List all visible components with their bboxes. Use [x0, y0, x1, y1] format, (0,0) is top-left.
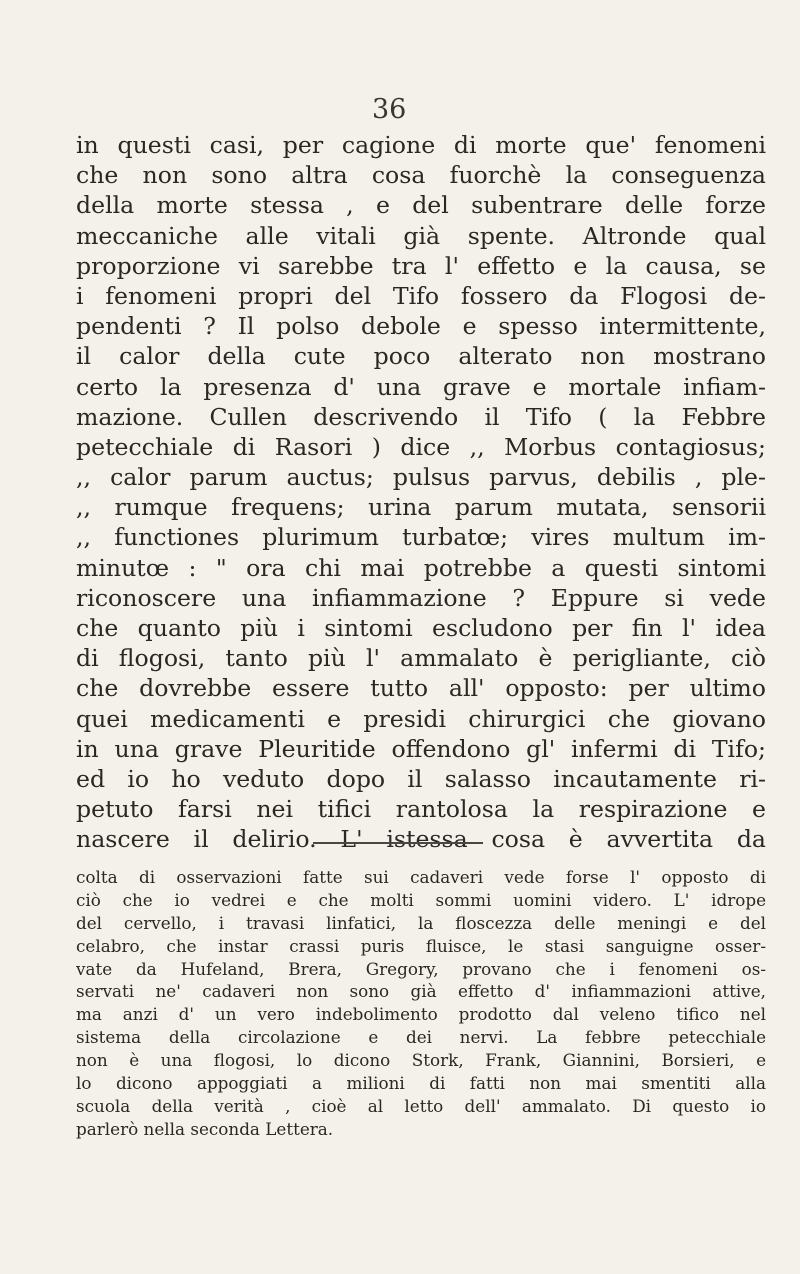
text-line: meccaniche alle vitali già spente. Altronde qual — [76, 221, 766, 250]
text-line: ed io ho veduto dopo il salasso incautamente ri- — [76, 764, 766, 793]
page-number: 36 — [372, 94, 407, 125]
footnote-separator-rule — [313, 842, 483, 844]
text-line: certo la presenza d' una grave e mortale infiam- — [76, 372, 766, 401]
footnote-line: non è una flogosi, lo dicono Stork, Frank, Giannini, Borsieri, e — [76, 1050, 766, 1071]
footnote-line: vate da Hufeland, Brera, Gregory, provano che i fenomeni os- — [76, 958, 766, 979]
text-line: che quanto più i sintomi escludono per fin l' idea — [76, 614, 766, 642]
footnote-line: del cervello, i travasi linfatici, la floscezza delle meningi e del — [76, 912, 766, 933]
main-text — [76, 130, 766, 855]
footnote-line: colta di osservazioni fatte sui cadaveri vede forse l' opposto di — [76, 867, 766, 887]
text-line: minutœ : " ora chi mai potrebbe a questi sintomi — [76, 553, 766, 582]
text-line: quei medicamenti e presidi chirurgici che giovano — [76, 704, 766, 733]
text-line: riconoscere una infiammazione ? Eppure si vede — [76, 583, 766, 612]
footnote-line: parlerò nella seconda Lettera. — [76, 1118, 334, 1139]
text-line: mazione. Cullen descrivendo il Tifo ( la Febbre — [76, 402, 766, 431]
text-line: petecchiale di Rasori ) dice ,, Morbus contagiosus; — [76, 432, 766, 461]
text-line: ,, functiones plurimum turbatœ; vires multum im- — [76, 523, 766, 552]
text-line: che non sono altra cosa fuorchè la conseguenza — [76, 161, 766, 190]
footnote-line: celabro, che instar crassi puris fluisce, le stasi sanguigne osser- — [76, 935, 766, 956]
text-line: nascere il delirio. L' istessa cosa è avvertita da — [76, 825, 766, 854]
footnote-line: ma anzi d' un vero indebolimento prodotto dal veleno tifico nel — [76, 1004, 766, 1025]
text-line: in una grave Pleuritide offendono gl' infermi di Tifo; — [76, 734, 766, 763]
footnote-line: scuola della verità , cioè al letto dell' ammalato. Di questo io — [76, 1095, 766, 1116]
footnote-line: servati ne' cadaveri non sono già effetto d' infiammazioni attive, — [76, 981, 766, 1002]
footnote-line: lo dicono appoggiati a milioni di fatti non mai smentiti alla — [76, 1073, 766, 1094]
text-line: il calor della cute poco alterato non mostrano — [76, 342, 766, 371]
text-line: proporzione vi sarebbe tra l' effetto e la causa, se — [76, 251, 766, 280]
text-line: in questi casi, per cagione di morte que' fenomeni — [76, 131, 766, 159]
text-line: i fenomeni propri del Tifo fossero da Flogosi de- — [76, 281, 766, 310]
text-line: pendenti ? Il polso debole e spesso intermittente, — [76, 312, 766, 341]
footnote-line: sistema della circolazione e dei nervi. La febbre petecchiale — [76, 1027, 766, 1048]
text-line: che dovrebbe essere tutto all' opposto: per ultimo — [76, 674, 766, 703]
text-line: ,, rumque frequens; urina parum mutata, sensorii — [76, 493, 766, 522]
text-line: petuto farsi nei tifici rantolosa la respirazione e — [76, 795, 766, 824]
footnote — [76, 866, 766, 1141]
footnote-line: ciò che io vedrei e che molti sommi uomini videro. L' idrope — [76, 889, 766, 910]
text-line: della morte stessa , e del subentrare delle forze — [76, 191, 766, 220]
text-line: di flogosi, tanto più l' ammalato è perigliante, ciò — [76, 644, 766, 673]
text-line: ,, calor parum auctus; pulsus parvus, debilis , ple- — [76, 463, 766, 492]
